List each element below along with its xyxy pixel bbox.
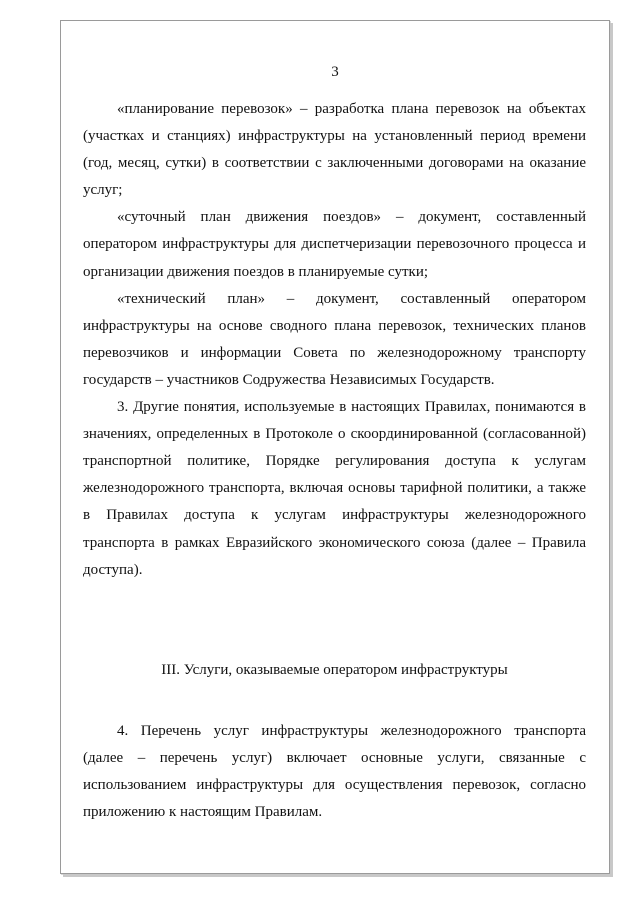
document-page: [60, 20, 610, 874]
paragraph-transport-planning: «планирование перевозок» – разработка плана перевозок на объектах (участках и станциях) инфраструктуры на установленный период времени (год, месяц, сутки) в соответствии с заключенными договорами на оказание услуг;: [83, 101, 586, 199]
paragraph-daily-train-plan: «суточный план движения поездов» – документ, составленный оператором инфраструктуры для диспетчеризации перевозочного процесса и организации движения поездов в планируемые сутки;: [83, 209, 586, 280]
paragraph-technical-plan: «технический план» – документ, составленный оператором инфраструктуры на основе сводного плана перевозок, технических планов перевозчиков и информации Совета по железнодорожному транспорту государств – участников Содружества Независимых Государств.: [83, 290, 586, 388]
section-heading: III. Услуги, оказываемые оператором инфраструктуры: [161, 662, 508, 678]
page-number: 3: [331, 64, 339, 80]
services-section: [83, 718, 586, 826]
paragraph-services-list: 4. Перечень услуг инфраструктуры железнодорожного транспорта (далее – перечень услуг) включает основные услуги, связанные с использованием инфраструктуры для осуществления перевозок, согласно приложению к настоящим Правилам.: [83, 723, 586, 821]
definitions-section: [83, 96, 586, 584]
paragraph-other-concepts: 3. Другие понятия, используемые в настоящих Правилах, понимаются в значениях, определенных в Протоколе о скоординированной (согласованной) транспортной политике, Порядке регулирования доступа к услугам железнодорожного транспорта, включая основы тарифной политики, а также в Правилах доступа к услугам инфраструктуры железнодорожного транспорта в рамках Евразийского экономического союза (далее – Правила доступа).: [83, 399, 586, 578]
